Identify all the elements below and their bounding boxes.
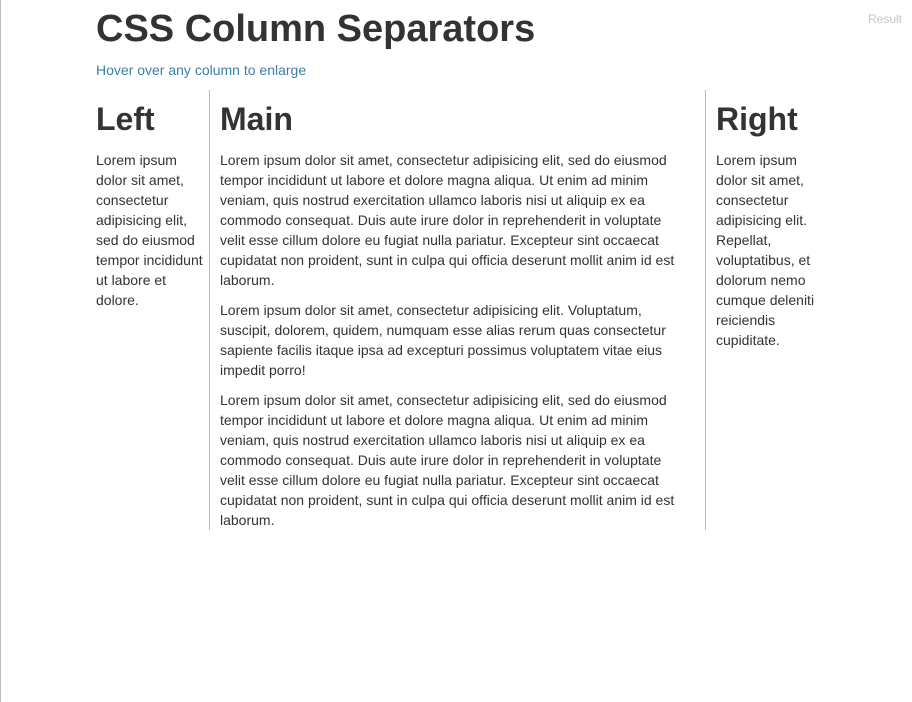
- frame-edge: [0, 0, 1, 702]
- column-main-paragraph-2: Lorem ipsum dolor sit amet, consectetur adipisicing elit. Voluptatum, suscipit, dolorem, quidem, numquam esse alias rerum quas consectetur sapiente facilis itaque ipsa ad excepturi possimus voluptatem vitae eius impedit porro!: [220, 302, 666, 378]
- column-main-paragraph-1: Lorem ipsum dolor sit amet, consectetur adipisicing elit, sed do eiusmod tempor incididunt ut labore et dolore magna aliqua. Ut enim ad minim veniam, quis nostrud exercitation ullamco laboris nisi ut aliquip ex ea commodo consequat. Duis aute irure dolor in reprehenderit in voluptate velit esse cillum dolore eu fugiat nulla pariatur. Excepteur sint occaecat cupidatat non proident, sunt in culpa qui officia deserunt mollit anim id est laborum.: [220, 152, 675, 288]
- columns-container: [96, 90, 818, 530]
- result-label[interactable]: Result: [867, 12, 902, 26]
- column-main[interactable]: [209, 90, 706, 530]
- column-main-heading: Main: [220, 101, 293, 137]
- column-right[interactable]: [706, 90, 818, 530]
- page-subtitle: Hover over any column to enlarge: [96, 62, 307, 78]
- column-right-paragraph: Lorem ipsum dolor sit amet, consectetur adipisicing elit. Repellat, voluptatibus, et dolorum nemo cumque deleniti reiciendis cupiditate.: [716, 152, 815, 348]
- column-right-heading: Right: [716, 101, 798, 137]
- page-title: CSS Column Separators: [96, 8, 536, 50]
- column-left-paragraph: Lorem ipsum dolor sit amet, consectetur adipisicing elit, sed do eiusmod tempor incididunt ut labore et dolore.: [96, 152, 203, 308]
- column-left[interactable]: [96, 90, 209, 530]
- column-main-paragraph-3: Lorem ipsum dolor sit amet, consectetur adipisicing elit, sed do eiusmod tempor incididunt ut labore et dolore magna aliqua. Ut enim ad minim veniam, quis nostrud exercitation ullamco laboris nisi ut aliquip ex ea commodo consequat. Duis aute irure dolor in reprehenderit in voluptate velit esse cillum dolore eu fugiat nulla pariatur. Excepteur sint occaecat cupidatat non proident, sunt in culpa qui officia deserunt mollit anim id est laborum.: [220, 392, 675, 528]
- column-left-heading: Left: [96, 101, 155, 137]
